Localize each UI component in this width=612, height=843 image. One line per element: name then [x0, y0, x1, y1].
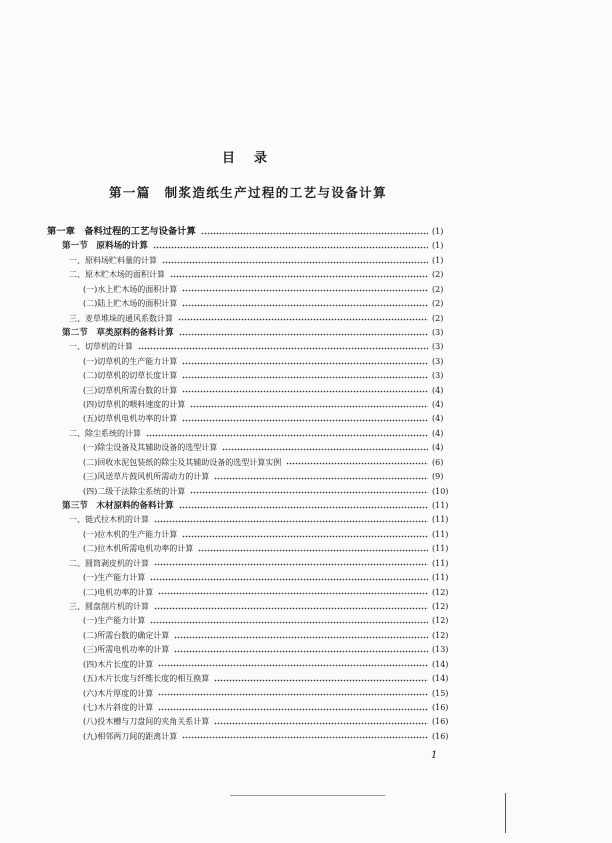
toc-entry-title: (八)投木槽与刀盘间的夹角关系计算 — [83, 717, 210, 727]
toc-entry-page: (4) — [432, 400, 444, 410]
toc-entry-title: (三)所需电机功率的计算 — [83, 645, 170, 655]
toc-entry-title: (七)木片斜度的计算 — [83, 702, 154, 712]
toc-item — [0, 254, 450, 268]
toc-item — [0, 557, 450, 571]
toc-entry-page: (1) — [432, 255, 444, 265]
dot-leader — [182, 390, 428, 393]
dot-leader — [158, 664, 428, 667]
toc-subitem — [0, 614, 450, 628]
dot-leader — [174, 636, 428, 639]
dot-leader — [179, 333, 428, 336]
toc-entry-title: (二)拉木机所需电机功率的计算 — [83, 544, 194, 554]
table-of-contents — [0, 225, 450, 744]
toc-subitem — [0, 672, 450, 686]
toc-subitem — [0, 398, 450, 412]
toc-section — [0, 499, 450, 513]
scan-edge-mark — [505, 793, 506, 833]
toc-entry-page: (16) — [432, 731, 449, 741]
dot-leader — [174, 650, 428, 653]
part-title: 第一篇 制浆造纸生产过程的工艺与设备计算 — [108, 185, 387, 200]
toc-subitem — [0, 715, 450, 729]
toc-subitem — [0, 384, 450, 398]
toc-entry-title: (一)水上贮木场的面积计算 — [83, 284, 178, 294]
toc-entry-title: (四)木片长度的计算 — [83, 659, 154, 669]
toc-entry-page: (3) — [432, 371, 444, 381]
toc-entry-page: (11) — [432, 558, 449, 568]
dot-leader — [182, 362, 428, 365]
toc-entry-page: (2) — [432, 270, 444, 280]
toc-entry-page: (3) — [432, 356, 444, 366]
dot-leader — [150, 578, 428, 581]
toc-entry-page: (1) — [432, 227, 444, 236]
toc-entry-page: (14) — [432, 674, 449, 684]
toc-entry-title: (二)所需台数的确定计算 — [83, 630, 170, 640]
toc-item — [0, 268, 450, 282]
dot-leader — [190, 491, 428, 494]
dot-leader — [198, 549, 428, 552]
toc-subitem — [0, 571, 450, 585]
toc-subitem — [0, 369, 450, 383]
dot-leader — [154, 563, 428, 566]
toc-entry-page: (11) — [432, 544, 449, 554]
toc-entry-title: (一)切草机的生产能力计算 — [83, 356, 178, 366]
dot-leader — [158, 592, 428, 595]
toc-subitem — [0, 456, 450, 470]
toc-subitem — [0, 730, 450, 744]
toc-subitem — [0, 485, 450, 499]
toc-entry-title: 第一章 备料过程的工艺与设备计算 — [47, 226, 196, 237]
toc-subitem — [0, 283, 450, 297]
toc-item — [0, 340, 450, 354]
dot-leader — [153, 246, 428, 249]
toc-entry-page: (1) — [432, 241, 444, 251]
toc-entry-page: (3) — [432, 327, 444, 337]
toc-subitem — [0, 470, 450, 484]
toc-entry-page: (12) — [432, 587, 449, 597]
toc-subitem — [0, 412, 450, 426]
toc-entry-page: (2) — [432, 313, 444, 323]
dot-leader — [222, 448, 428, 451]
toc-entry-page: (4) — [432, 443, 444, 453]
dot-leader — [150, 621, 428, 624]
dot-leader — [286, 462, 428, 465]
toc-entry-title: (五)木片长度与纤维长度的相互换算 — [83, 674, 210, 684]
toc-entry-page: (2) — [432, 299, 444, 309]
toc-entry-title: 三、圆盘削片机的计算 — [69, 601, 149, 611]
toc-entry-title: (一)拉木机的生产能力计算 — [83, 529, 178, 539]
toc-entry-title: (一)生产能力计算 — [83, 573, 146, 583]
dot-leader — [178, 318, 428, 321]
toc-chapter — [0, 225, 450, 239]
dot-leader — [154, 520, 428, 523]
toc-entry-title: (五)切草机电机功率的计算 — [83, 414, 178, 424]
toc-subitem — [0, 643, 450, 657]
toc-entry-title: 三、麦草堆垛的通风系数计算 — [69, 313, 173, 323]
toc-entry-title: 一、切草机的计算 — [69, 342, 133, 352]
toc-entry-page: (12) — [432, 630, 449, 640]
toc-entry-title: 第三节 木材原料的备料计算 — [62, 501, 174, 512]
dot-leader — [201, 232, 428, 235]
toc-entry-title: (三)切草机所需台数的计算 — [83, 385, 178, 395]
page-number: 1 — [431, 750, 438, 761]
toc-item — [0, 513, 450, 527]
dot-leader — [190, 405, 428, 408]
toc-entry-page: (11) — [432, 501, 449, 511]
dot-leader — [182, 289, 428, 292]
toc-entry-page: (11) — [432, 515, 449, 525]
toc-entry-page: (12) — [432, 601, 449, 611]
toc-entry-title: 一、链式拉木机的计算 — [69, 515, 149, 525]
toc-entry-page: (13) — [432, 645, 449, 655]
toc-entry-page: (6) — [432, 457, 444, 467]
toc-entry-title: 第二节 草类原料的备料计算 — [62, 327, 174, 338]
toc-entry-page: (4) — [432, 385, 444, 395]
toc-subitem — [0, 297, 450, 311]
toc-entry-title: (二)回收水泥包装纸的除尘及其辅助设备的选型计算实例 — [83, 457, 282, 467]
dot-leader — [214, 477, 428, 480]
dot-leader — [158, 708, 428, 711]
toc-subitem — [0, 701, 450, 715]
dot-leader — [214, 722, 428, 725]
toc-item — [0, 312, 450, 326]
dot-leader — [179, 506, 428, 509]
toc-entry-title: (六)木片厚度的计算 — [83, 688, 154, 698]
toc-entry-title: 二、圆筒剥皮机的计算 — [69, 558, 149, 568]
toc-entry-title: (四)切草机的喂料速度的计算 — [83, 400, 186, 410]
dot-leader — [162, 261, 428, 264]
dot-leader — [138, 347, 428, 350]
toc-subitem — [0, 355, 450, 369]
toc-entry-title: 二、除尘系统的计算 — [69, 428, 141, 438]
toc-entry-page: (16) — [432, 717, 449, 727]
toc-subitem — [0, 542, 450, 556]
toc-subitem — [0, 441, 450, 455]
toc-entry-title: (二)切草机的切草长度计算 — [83, 371, 178, 381]
dot-leader — [182, 736, 428, 739]
toc-entry-page: (12) — [432, 616, 449, 626]
page-title: 目 录 — [221, 151, 270, 166]
dot-leader — [182, 304, 428, 307]
dot-leader — [182, 376, 428, 379]
toc-entry-page: (11) — [432, 573, 449, 583]
toc-entry-title: (三)风送草片鼓风机所需动力的计算 — [83, 472, 210, 482]
toc-item — [0, 427, 450, 441]
dot-leader — [214, 679, 428, 682]
toc-entry-page: (14) — [432, 659, 449, 669]
toc-entry-page: (11) — [432, 529, 449, 539]
dot-leader — [170, 275, 428, 278]
dot-leader — [182, 535, 428, 538]
toc-entry-title: (四)二级干法除尘系统的计算 — [83, 486, 186, 496]
toc-entry-page: (2) — [432, 284, 444, 294]
toc-entry-title: (一)除尘设备及其辅助设备的选型计算 — [83, 443, 218, 453]
toc-entry-page: (15) — [432, 688, 449, 698]
toc-entry-title: 第一节 原料场的计算 — [62, 241, 148, 252]
toc-entry-title: (一)生产能力计算 — [83, 616, 146, 626]
dot-leader — [158, 693, 428, 696]
toc-subitem — [0, 687, 450, 701]
toc-entry-title: (九)相邻两刀间的距离计算 — [83, 731, 178, 741]
toc-entry-title: (二)电机功率的计算 — [83, 587, 154, 597]
dot-leader — [182, 419, 428, 422]
dot-leader — [154, 607, 428, 610]
toc-entry-title: 二、原木贮木场的面积计算 — [69, 270, 165, 280]
toc-subitem — [0, 528, 450, 542]
dot-leader — [146, 434, 428, 437]
toc-entry-page: (4) — [432, 414, 444, 424]
toc-entry-page: (10) — [432, 486, 449, 496]
toc-section — [0, 326, 450, 340]
toc-entry-page: (16) — [432, 702, 449, 712]
bottom-rule — [230, 795, 385, 796]
toc-entry-title: 一、原料场贮料量的计算 — [69, 255, 157, 265]
toc-entry-title: (二)陆上贮木场的面积计算 — [83, 299, 178, 309]
toc-subitem — [0, 658, 450, 672]
toc-entry-page: (3) — [432, 342, 444, 352]
toc-item — [0, 600, 450, 614]
toc-subitem — [0, 586, 450, 600]
toc-subitem — [0, 629, 450, 643]
toc-section — [0, 239, 450, 253]
toc-entry-page: (4) — [432, 428, 444, 438]
toc-entry-page: (9) — [432, 472, 444, 482]
